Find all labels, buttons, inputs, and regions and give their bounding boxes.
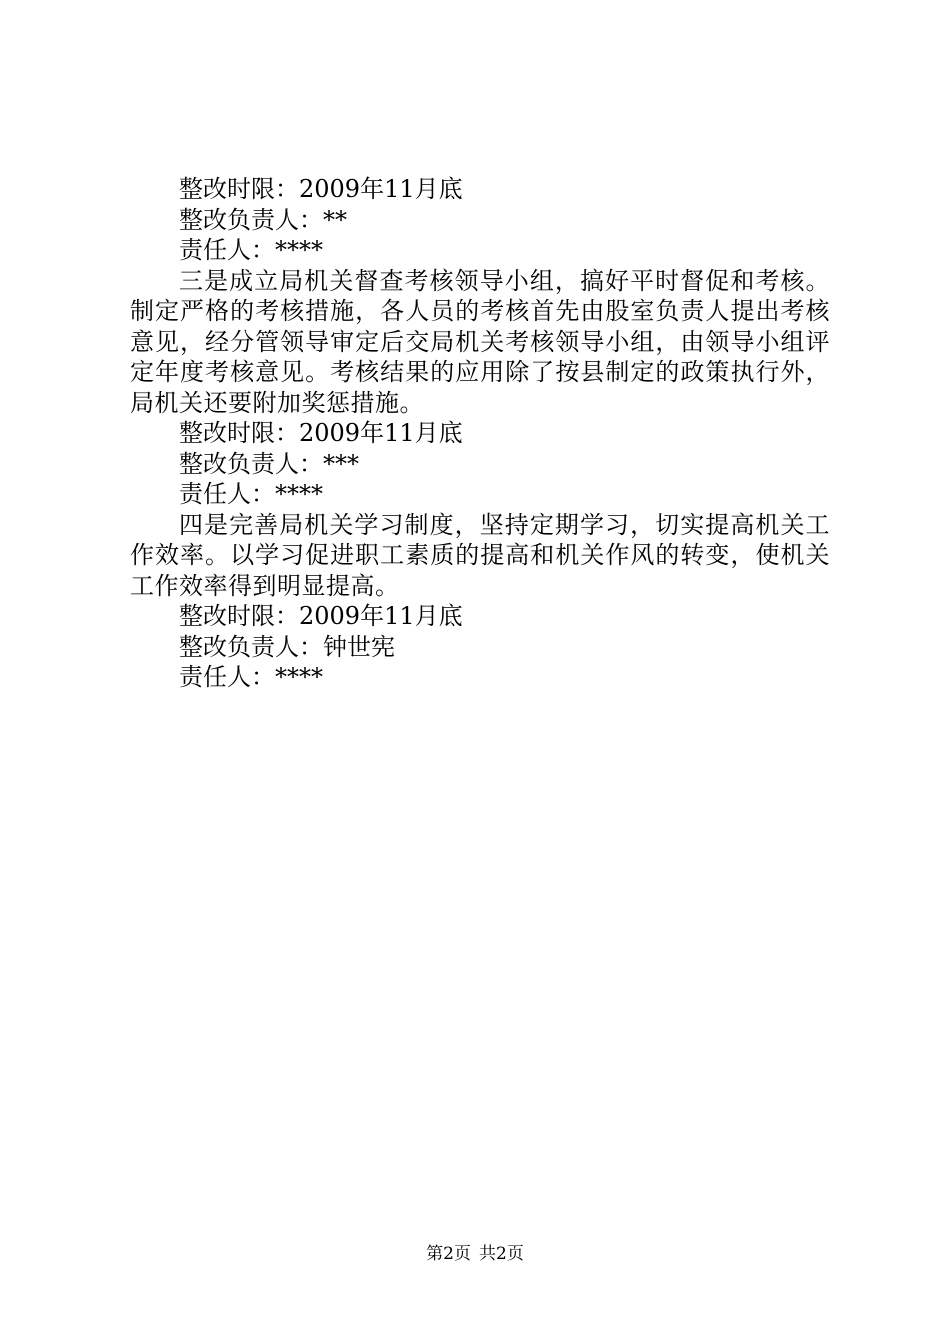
responsible-line: 责任人：**** xyxy=(179,663,323,691)
deadline-line: 整改时限：2009年11月底 xyxy=(179,419,463,447)
document-body xyxy=(130,174,830,693)
deadline-line: 整改时限：2009年11月底 xyxy=(179,602,463,630)
page-total: 共2页 xyxy=(479,1244,524,1264)
paragraph-item-4: 四是完善局机关学习制度，坚持定期学习，切实提高机关工作效率。以学习促进职工素质的提高和机关作风的转变，使机关工作效率得到明显提高。 xyxy=(130,510,830,600)
owner-line: 整改负责人：*** xyxy=(179,449,359,478)
owner-line: 整改负责人：钟世宪 xyxy=(179,632,395,661)
deadline-line: 整改时限：2009年11月底 xyxy=(179,175,463,203)
responsible-line: 责任人：**** xyxy=(179,236,323,264)
page-footer xyxy=(0,1242,950,1266)
owner-line: 整改负责人：** xyxy=(179,205,347,234)
page-number: 第2页 xyxy=(426,1244,471,1264)
responsible-line: 责任人：**** xyxy=(179,480,323,508)
paragraph-item-3: 三是成立局机关督查考核领导小组，搞好平时督促和考核。制定严格的考核措施，各人员的考核首先由股室负责人提出考核意见，经分管领导审定后交局机关考核领导小组，由领导小组评定年度考核意见。考核结果的应用除了按县制定的政策执行外，局机关还要附加奖惩措施。 xyxy=(130,266,830,417)
